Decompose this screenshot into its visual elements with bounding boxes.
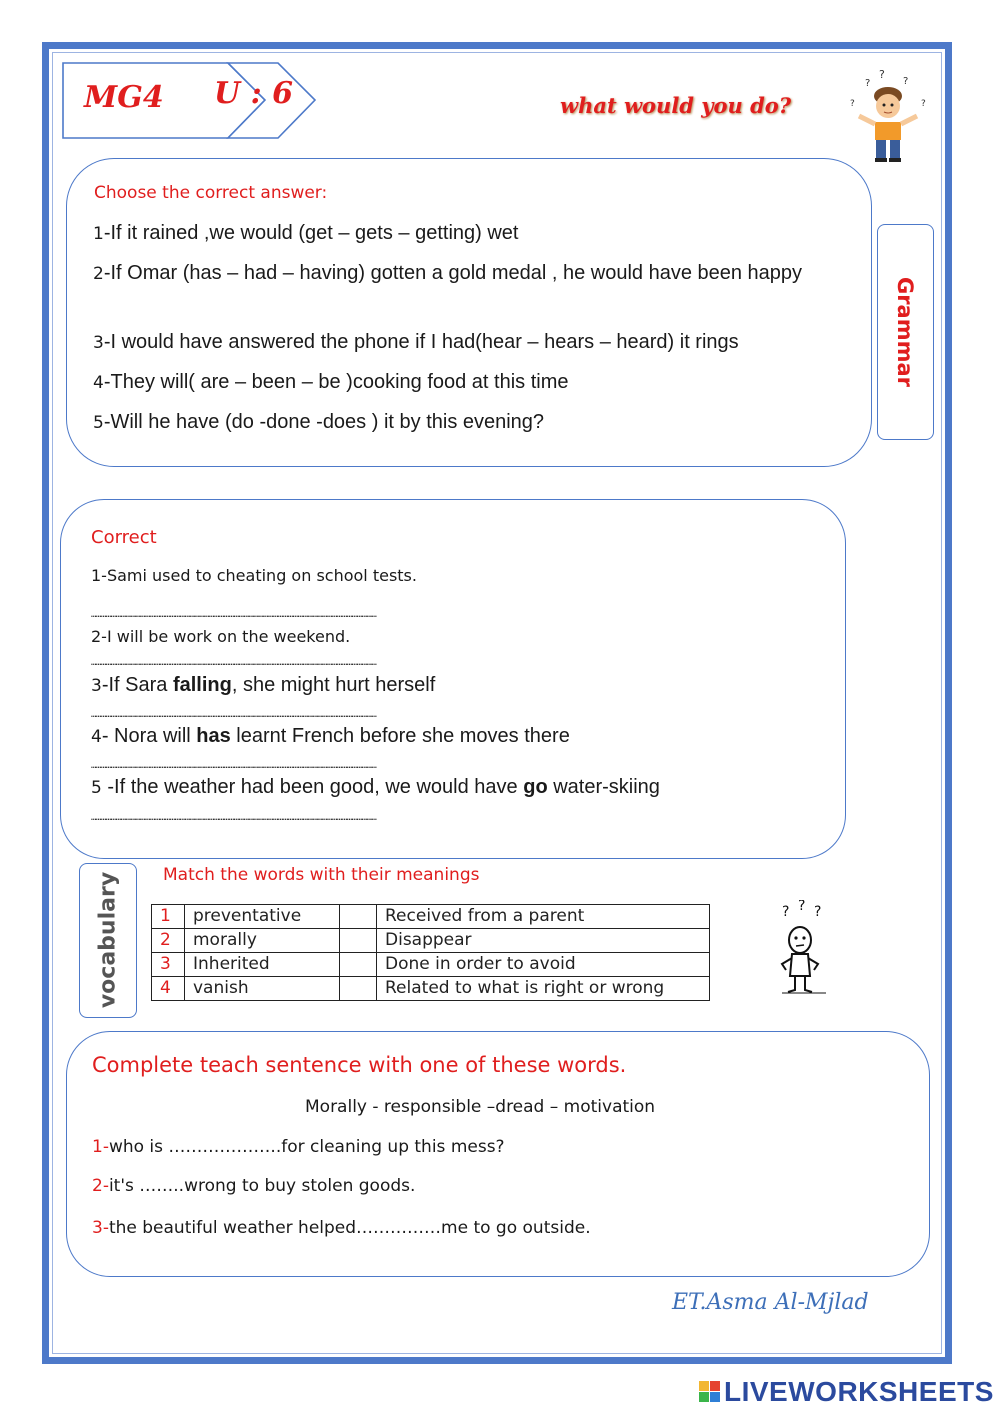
grammar-question-2 (93, 260, 823, 288)
meaning-cell: Related to what is right or wrong (377, 977, 710, 1001)
brand-name[interactable]: LIVEWORKSHEETS (724, 1376, 994, 1407)
svg-text:?: ? (850, 99, 855, 109)
question-number: 4 (93, 373, 104, 393)
correct-item-5: 5 -If the weather had been good, we would have go water-skiing (91, 776, 660, 798)
row-number: 4 (152, 977, 185, 1001)
question-number: 1 (93, 224, 104, 244)
item-text: who is ………………..for cleaning up this mess? (108, 1137, 505, 1157)
vocabulary-instruction: Match the words with their meanings (163, 865, 480, 885)
vocabulary-match-table (151, 904, 710, 1001)
svg-text:?: ? (921, 99, 926, 109)
grammar-question-3 (93, 329, 823, 357)
row-number: 2 (152, 929, 185, 953)
item-text: it's ……..wrong to buy stolen goods. (108, 1176, 416, 1196)
answer-line-1[interactable]: ………………………………………………………………………………………………………………………………………………………… (91, 610, 377, 620)
author-signature: ET.Asma Al-Mjlad (672, 1290, 869, 1315)
topic-title: what would you do? (560, 93, 792, 118)
correct-item-3: 3-If Sara falling, she might hurt herself (91, 674, 436, 696)
svg-text:?: ? (782, 904, 790, 920)
word-cell: vanish (185, 977, 340, 1001)
answer-cell[interactable] (340, 905, 377, 929)
question-text: -I would have answered the phone if I had(hear – hears – heard) it rings (103, 331, 739, 353)
table-row (152, 929, 710, 953)
word-bank: Morally - responsible –dread – motivation (305, 1097, 656, 1117)
item-number: 2- (92, 1176, 109, 1196)
confused-figure-illustration (772, 900, 836, 1000)
vocabulary-side-label: vocabulary (95, 871, 121, 1009)
question-text: -If Omar (has – had – having) gotten a gold medal , he would have been happy (103, 262, 803, 284)
question-text: -Will he have (do -done -does ) it by this evening? (103, 411, 545, 433)
question-number: 2 (93, 264, 104, 284)
answer-line-3[interactable]: ………………………………………………………………………………………………………………………………………………………… (91, 710, 377, 720)
table-row (152, 905, 710, 929)
grammar-question-5 (93, 409, 823, 437)
row-number: 3 (152, 953, 185, 977)
word-cell: preventative (185, 905, 340, 929)
answer-cell[interactable] (340, 953, 377, 977)
table-row (152, 953, 710, 977)
grammar-question-4 (93, 369, 823, 397)
answer-cell[interactable] (340, 929, 377, 953)
grammar-instruction: Choose the correct answer: (94, 183, 328, 203)
answer-cell[interactable] (340, 977, 377, 1001)
svg-text:?: ? (903, 76, 909, 87)
question-number: 5 (93, 413, 104, 433)
correct-heading: Correct (91, 527, 157, 548)
error-word: has (196, 725, 231, 747)
complete-item-3 (92, 1218, 591, 1238)
word-cell: morally (185, 929, 340, 953)
question-number: 3 (93, 333, 104, 353)
answer-line-4[interactable]: ………………………………………………………………………………………………………………………………………………………… (91, 761, 377, 771)
svg-text:?: ? (798, 900, 806, 914)
svg-text:?: ? (814, 904, 822, 920)
grammar-side-label: Grammar (893, 276, 917, 388)
error-word: go (523, 776, 548, 798)
meaning-cell: Done in order to avoid (377, 953, 710, 977)
item-text: the beautiful weather helped……………me to go outside. (108, 1218, 591, 1238)
thinking-boy-illustration (845, 66, 935, 166)
course-code: MG4 (84, 80, 164, 115)
meaning-cell: Received from a parent (377, 905, 710, 929)
answer-line-5[interactable]: ………………………………………………………………………………………………………………………………………………………… (91, 813, 377, 823)
error-word: falling (172, 674, 232, 696)
answer-line-2[interactable]: ………………………………………………………………………………………………………………………………………………………… (91, 658, 377, 668)
correct-item-2: 2-I will be work on the weekend. (91, 627, 351, 646)
meaning-cell: Disappear (377, 929, 710, 953)
svg-text:?: ? (879, 68, 885, 81)
correct-item-1: 1-Sami used to cheating on school tests. (91, 566, 417, 585)
complete-item-2 (92, 1176, 415, 1196)
row-number: 1 (152, 905, 185, 929)
question-text: -If it rained ,we would (get – gets – getting) wet (103, 222, 519, 244)
word-cell: Inherited (185, 953, 340, 977)
svg-text:?: ? (865, 78, 871, 89)
question-text: -They will( are – been – be )cooking food at this time (103, 371, 569, 393)
grammar-question-1 (93, 220, 823, 248)
liveworksheets-logo-icon (699, 1381, 721, 1403)
table-row (152, 977, 710, 1001)
correct-item-4: 4- Nora will has learnt French before she moves there (91, 725, 570, 747)
unit-label: U : 6 (214, 76, 293, 111)
complete-instruction: Complete teach sentence with one of these words. (92, 1053, 627, 1077)
complete-item-1 (92, 1137, 505, 1157)
item-number: 3- (92, 1218, 109, 1238)
item-number: 1- (92, 1137, 109, 1157)
